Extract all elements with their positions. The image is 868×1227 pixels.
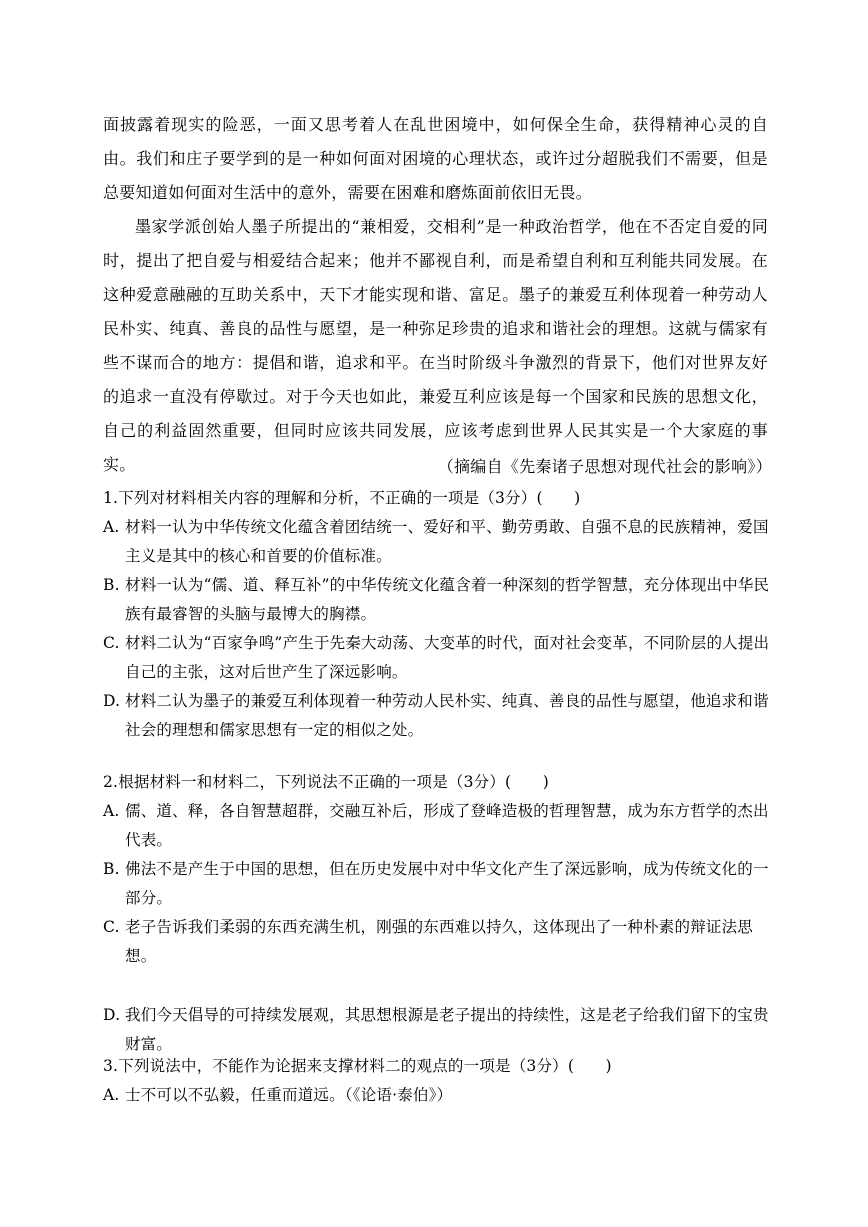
option-d[interactable] bbox=[103, 1001, 773, 1059]
option-text: 儒、道、释，各自智慧超群，交融互补后，形成了登峰造极的哲理智慧，成为东方哲学的杰出代表。 bbox=[125, 802, 769, 849]
option-c[interactable] bbox=[103, 913, 773, 971]
option-a[interactable] bbox=[103, 797, 773, 855]
option-b[interactable] bbox=[103, 855, 773, 913]
option-letter: D. bbox=[103, 692, 121, 710]
option-a[interactable] bbox=[103, 1081, 773, 1110]
option-text: 佛法不是产生于中国的思想，但在历史发展中对中华文化产生了深远影响，成为传统文化的一部分。 bbox=[125, 860, 769, 907]
option-text: 材料一认为“儒、道、释互补”的中华传统文化蕴含着一种深刻的哲学智慧，充分体现出中华民族有最睿智的头脑与最博大的胸襟。 bbox=[125, 576, 770, 623]
option-letter: A. bbox=[103, 518, 120, 536]
option-letter: B. bbox=[103, 860, 120, 878]
question-1 bbox=[103, 484, 773, 745]
option-text: 我们今天倡导的可持续发展观，其思想根源是老子提出的持续性，这是老子给我们留下的宝贵财富。 bbox=[125, 1006, 769, 1053]
passage-paragraph-1: 面披露着现实的险恶，一面又思考着人在乱世困境中，如何保全生命，获得精神心灵的自由。我们和庄子要学到的是一种如何面对困境的心理状态，或许过分超脱我们不需要，但是总要知道如何面对生活中的意外，需要在困难和磨炼面前依旧无畏。 bbox=[103, 115, 768, 202]
option-letter: A. bbox=[103, 1086, 120, 1104]
option-letter: A. bbox=[103, 802, 120, 820]
option-text: 材料二认为“百家争鸣”产生于先秦大动荡、大变革的时代，面对社会变革，不同阶层的人提出自己的主张，这对后世产生了深远影响。 bbox=[125, 634, 770, 681]
question-3 bbox=[103, 1052, 773, 1110]
question-stem: 1.下列对材料相关内容的理解和分析，不正确的一项是（3分）( ) bbox=[103, 489, 581, 507]
option-c[interactable] bbox=[103, 629, 773, 687]
passage-paragraph-2: 墨家学派创始人墨子所提出的“兼相爱，交相利”是一种政治哲学，他在不否定自爱的同时，提出了把自爱与相爱结合起来；他并不鄙视自利，而是希望自利和互利能共同发展。在这种爱意融融的互助关系中，天下才能实现和谐、富足。墨子的兼爱互利体现着一种劳动人民朴实、纯真、善良的品性与愿望，是一种弥足珍贵的追求和谐社会的理想。这就与儒家有些不谋而合的地方：提倡和谐，追求和平。在当时阶级斗争激烈的背景下，他们对世界友好的追求一直没有停歇过。对于今天也如此，兼爱互利应该是每一个国家和民族的思想文化，自己的利益固然重要，但同时应该共同发展，应该考虑到世界人民其实是一个大家庭的事实。 bbox=[103, 217, 768, 474]
option-a[interactable] bbox=[103, 513, 773, 571]
question-stem: 3.下列说法中，不能作为论据来支撑材料二的观点的一项是（3分）( ) bbox=[103, 1057, 612, 1075]
question-stem: 2.根据材料一和材料二，下列说法不正确的一项是（3分）( ) bbox=[103, 773, 549, 791]
option-text: 材料一认为中华传统文化蕴含着团结统一、爱好和平、勤劳勇敢、自强不息的民族精神，爱国主义是其中的核心和首要的价值标准。 bbox=[125, 518, 769, 565]
option-b[interactable] bbox=[103, 571, 773, 629]
option-letter: B. bbox=[103, 576, 120, 594]
passage-source: （摘编自《先秦诸子思想对现代社会的影响》） bbox=[437, 457, 772, 476]
option-letter: C. bbox=[103, 634, 120, 652]
option-text: 老子告诉我们柔弱的东西充满生机，刚强的东西难以持久，这体现出了一种朴素的辩证法思想。 bbox=[125, 918, 754, 965]
option-d[interactable] bbox=[103, 687, 773, 745]
option-letter: C. bbox=[103, 918, 120, 936]
option-text: 士不可以不弘毅，任重而道远。（《论语·泰伯》） bbox=[125, 1086, 453, 1104]
question-2 bbox=[103, 768, 773, 1059]
spacer bbox=[103, 971, 773, 1001]
option-text: 材料二认为墨子的兼爱互利体现着一种劳动人民朴实、纯真、善良的品性与愿望，他追求和谐社会的理想和儒家思想有一定的相似之处。 bbox=[125, 692, 769, 739]
option-letter: D. bbox=[103, 1006, 121, 1024]
